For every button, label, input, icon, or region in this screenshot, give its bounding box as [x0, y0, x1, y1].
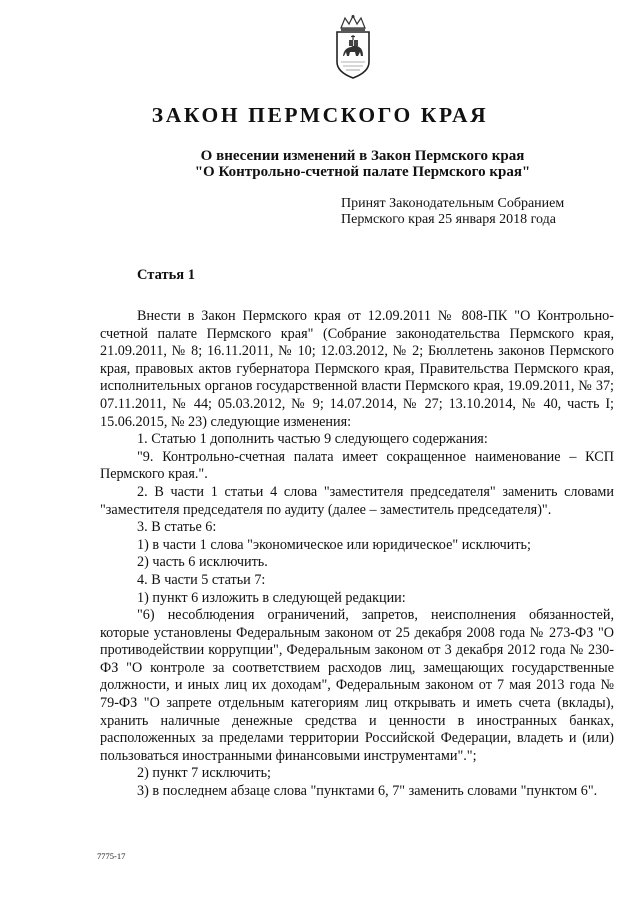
adoption-line-2: Пермского края 25 января 2018 года: [341, 212, 556, 227]
coat-of-arms-emblem: [331, 14, 375, 80]
paragraph: 1) в части 1 слова "экономическое или юридическое" исключить;: [137, 536, 531, 553]
adoption-note: [341, 196, 564, 228]
paragraph: 2. В части 1 статьи 4 слова "заместителя председателя" заменить словами "заместителя председателя по аудиту (далее – заместитель председателя)".: [100, 483, 614, 518]
law-title: ЗАКОН ПЕРМСКОГО КРАЯ: [151, 103, 489, 127]
paragraph: 1) пункт 6 изложить в следующей редакции:: [137, 589, 406, 606]
article-heading: Статья 1: [137, 267, 195, 283]
document-code: 7775-17: [97, 851, 126, 861]
law-subtitle: [0, 148, 640, 180]
subtitle-line-1: О внесении изменений в Закон Пермского края: [200, 148, 525, 164]
paragraph: 2) пункт 7 исключить;: [137, 765, 271, 782]
paragraph: "9. Контрольно-счетная палата имеет сокращенное наименование – КСП Пермского края.".: [100, 448, 614, 483]
subtitle-line-2: "О Контрольно-счетной палате Пермского края": [194, 164, 531, 180]
adoption-line-1: Принят Законодательным Собранием: [341, 196, 565, 211]
paragraph: 3) в последнем абзаце слова "пунктами 6, 7" заменить словами "пунктом 6".: [137, 783, 598, 800]
paragraph: Внести в Закон Пермского края от 12.09.2011 № 808-ПК "О Контрольно-счетной палате Пермского края" (Собрание законодательства Пермского края, 21.09.2011, № 8; 16.11.2011, № 10; 12.03.2012, № 2; Бюллетень законов Пермского края, правовых актов губернатора Пермского края, Правительства Пермского края, исполнительных органов государственной власти Пермского края, 19.09.2011, № 37; 07.11.2011, № 44; 05.03.2012, № 9; 14.07.2014, № 27; 13.10.2014, № 40, часть I; 15.06.2015, № 23) следующие изменения:: [100, 308, 614, 430]
article-body: [100, 308, 614, 801]
paragraph: "6) несоблюдения ограничений, запретов, неисполнения обязанностей, которые установлены Федеральным законом от 25 декабря 2008 года № 273-ФЗ "О противодействии коррупции", Федеральным законом от 3 декабря 2012 года № 230-ФЗ "О контроле за соответствием расходов лиц, замещающих государственные должности, и иных лиц их доходам", Федеральным законом от 7 мая 2013 года № 79-ФЗ "О запрете отдельным категориям лиц открывать и иметь счета (вклады), хранить наличные денежные средства и ценности в иностранных банках, расположенных за пределами территории Российской Федерации, владеть и (или) пользоваться иностранными финансовыми инструментами".";: [100, 607, 614, 764]
paragraph: 2) часть 6 исключить.: [137, 554, 268, 571]
paragraph: 4. В части 5 статьи 7:: [137, 571, 266, 588]
paragraph: 1. Статью 1 дополнить частью 9 следующего содержания:: [137, 431, 488, 448]
bear-emblem-icon: [331, 14, 375, 80]
paragraph: 3. В статье 6:: [137, 519, 217, 536]
